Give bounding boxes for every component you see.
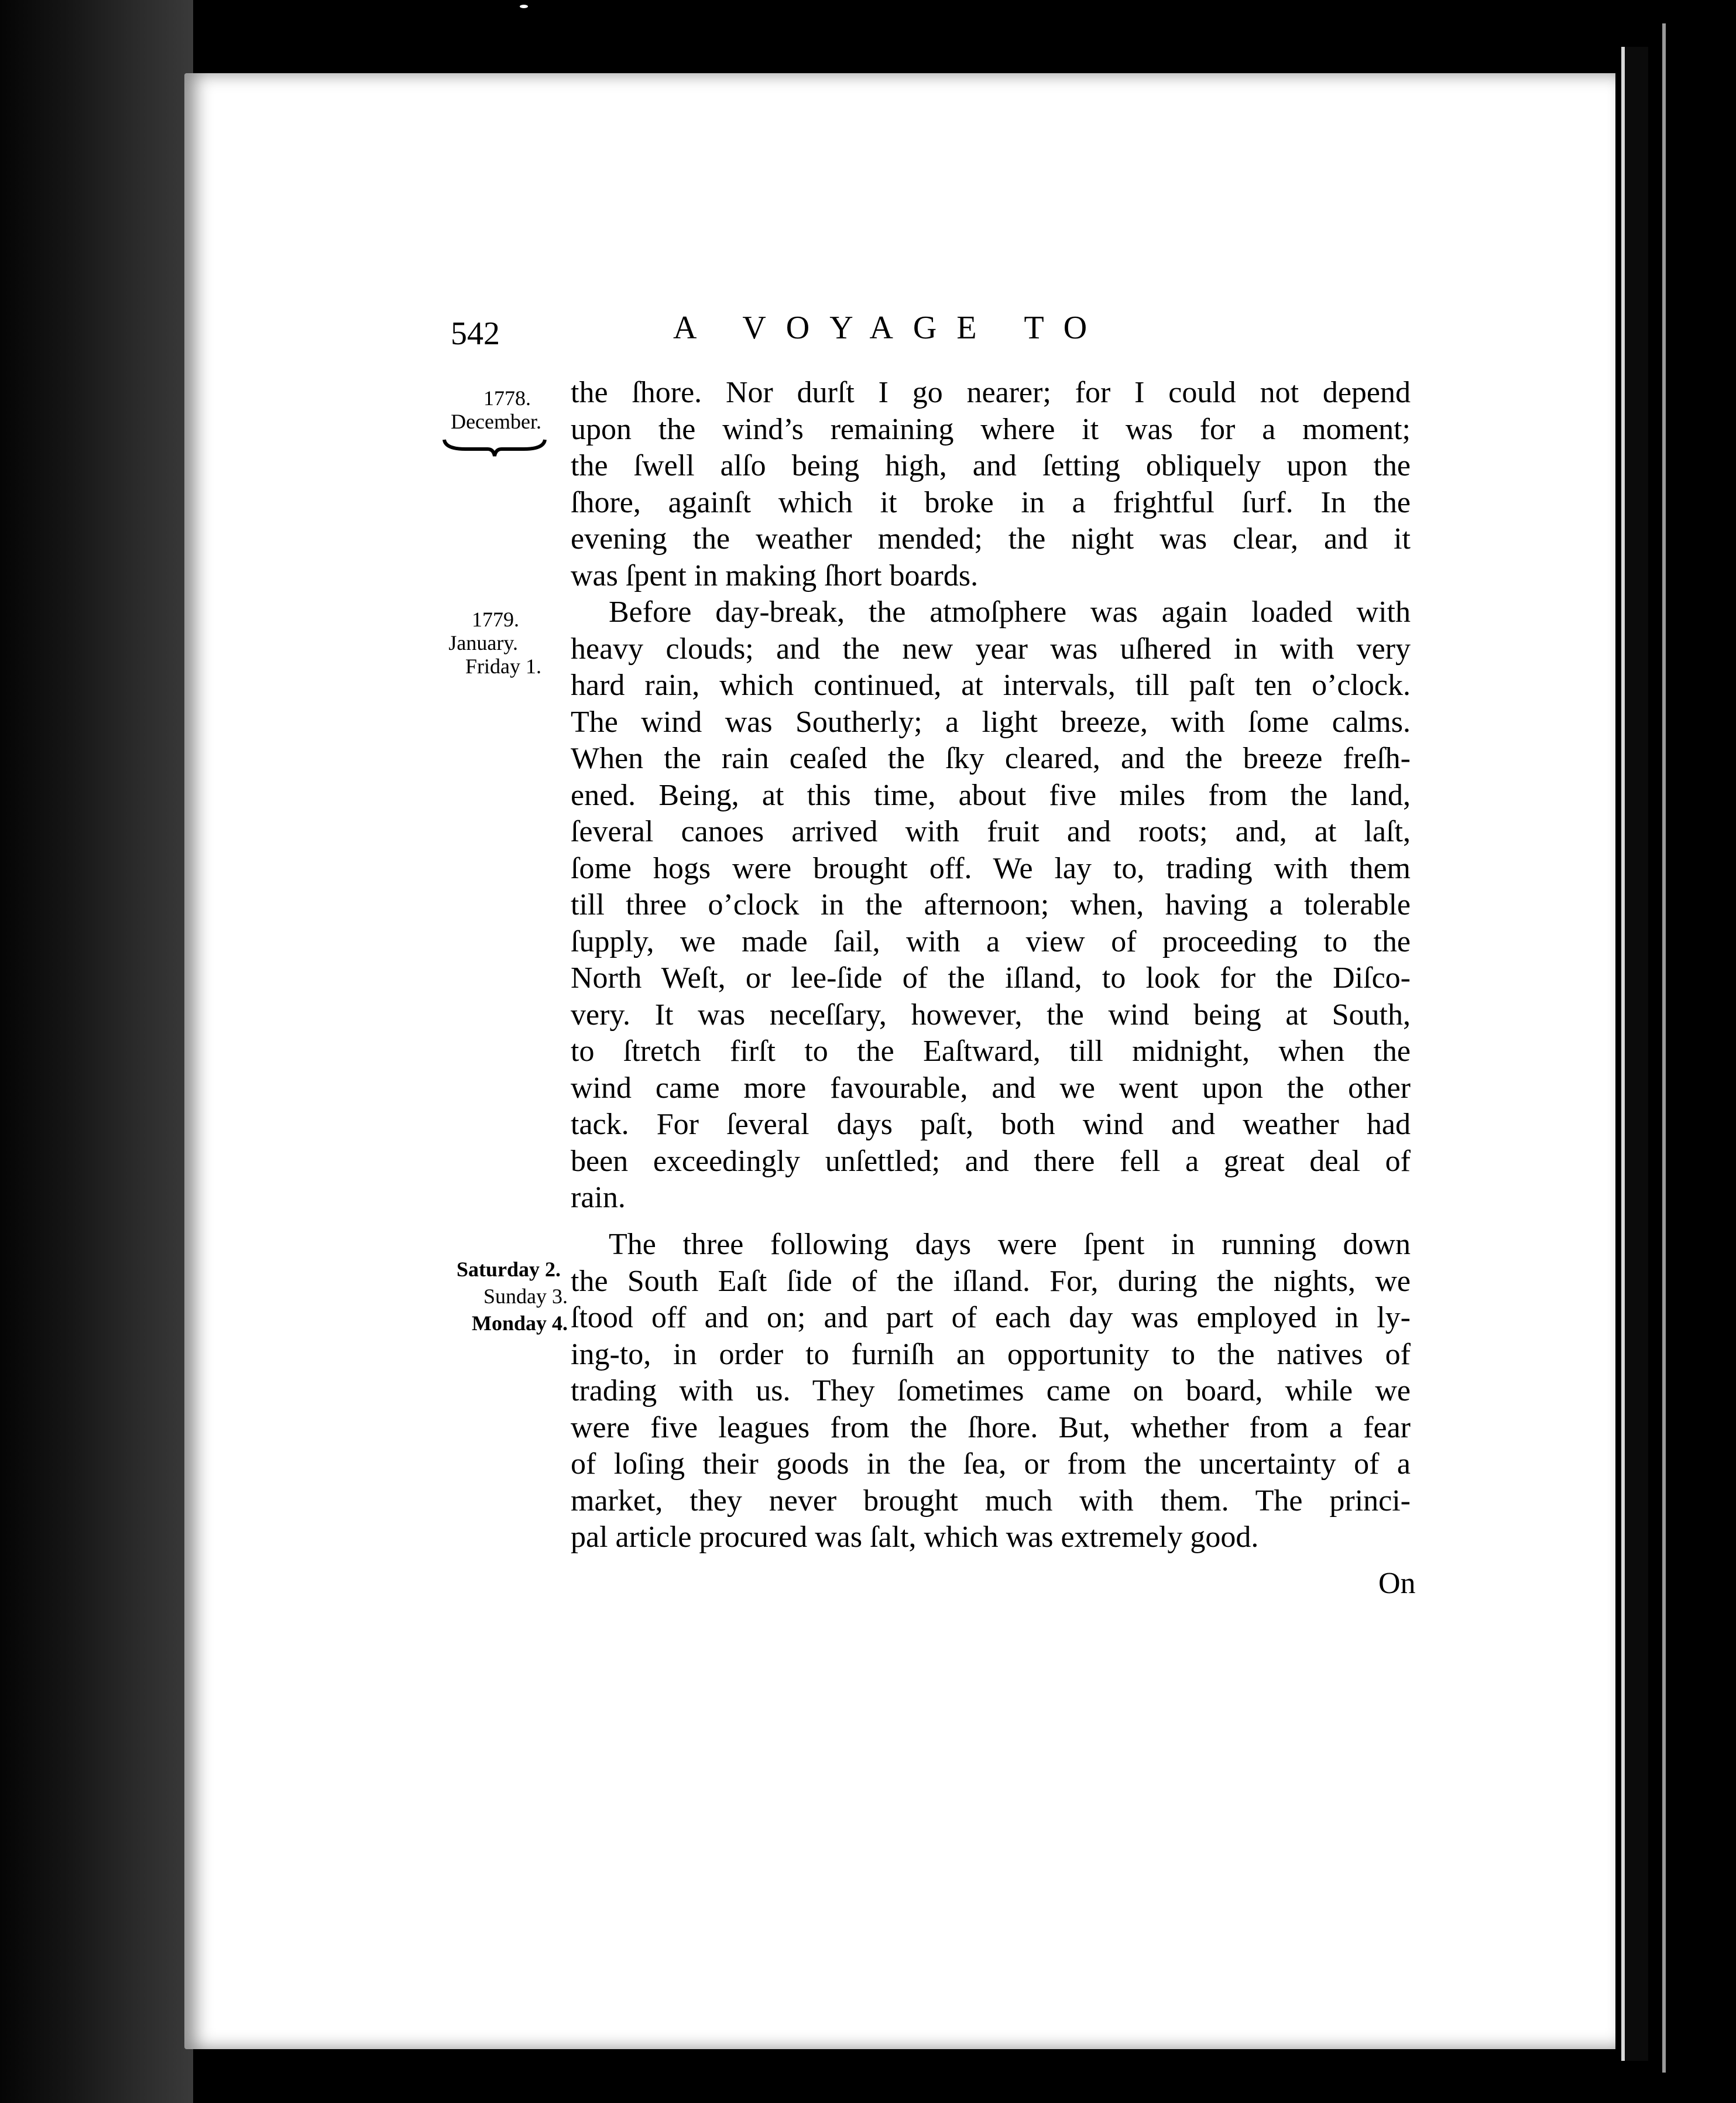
text-line: the ſwell alſo being high, and ſetting obliquely upon the: [571, 449, 1411, 482]
text-line: very. It was neceſſary, however, the wind being at South,: [571, 998, 1411, 1032]
text-line: Before day-break, the atmoſphere was again loaded with: [609, 595, 1411, 629]
text-line: ſeveral canoes arrived with fruit and roots; and, at laſt,: [571, 815, 1411, 848]
text-line: of loſing their goods in the ſea, or from the uncertainty of a: [571, 1447, 1411, 1481]
text-line: been exceedingly unſettled; and there fell a great deal of: [571, 1144, 1411, 1178]
text-line: market, they never brought much with them. The princi-: [571, 1484, 1411, 1518]
margin-year: 1779.: [472, 608, 519, 631]
text-line: rain.: [571, 1181, 626, 1214]
catchword: On: [1378, 1567, 1416, 1600]
margin-brace-icon: [442, 436, 547, 460]
text-line: the South Eaſt ſide of the iſland. For, during the nights, we: [571, 1264, 1411, 1298]
margin-note-1778: [436, 386, 541, 433]
text-line: pal article procured was ſalt, which was extremely good.: [571, 1520, 1259, 1554]
text-line: to ſtretch firſt to the Eaſtward, till midnight, when the: [571, 1035, 1411, 1068]
paragraph-1: [571, 375, 1411, 594]
text-line: evening the weather mended; the night was clear, and it: [571, 522, 1411, 556]
text-line: the ſhore. Nor durſt I go nearer; for I could not depend: [571, 376, 1411, 409]
running-head: A VOYAGE TO: [673, 310, 1107, 346]
text-line: ſupply, we made ſail, with a view of proceeding to the: [571, 924, 1411, 958]
margin-note-1779: [436, 608, 541, 678]
scan-speck: [520, 5, 528, 8]
text-line: The three following days were ſpent in running down: [609, 1228, 1411, 1261]
paragraph-3: [571, 1227, 1411, 1556]
margin-month: December.: [451, 410, 541, 433]
text-line: North Weſt, or lee-ſide of the iſland, to look for the Diſco-: [571, 961, 1411, 995]
book-edge-line: [1662, 23, 1666, 2073]
margin-note-days: [436, 1256, 568, 1337]
text-line: was ſpent in making ſhort boards.: [571, 559, 979, 592]
text-line: The wind was Southerly; a light breeze, with ſome calms.: [571, 705, 1411, 739]
text-line: ſhore, againſt which it broke in a frightful ſurf. In the: [571, 485, 1411, 519]
margin-day: Monday 4.: [471, 1311, 568, 1335]
text-line: heavy clouds; and the new year was uſhered in with very: [571, 632, 1411, 666]
book-right-edge: [1621, 47, 1648, 2061]
text-line: ing-to, in order to furniſh an opportunity to the natives of: [571, 1337, 1411, 1371]
text-line: ſtood off and on; and part of each day was employed in ly-: [571, 1301, 1411, 1334]
margin-day: Saturday 2.: [456, 1258, 561, 1281]
text-line: till three o’clock in the afternoon; when, having a tolerable: [571, 888, 1411, 922]
page-header: [451, 309, 1411, 356]
text-line: hard rain, which continued, at intervals, till paſt ten o’clock.: [571, 669, 1411, 702]
text-line: were five leagues from the ſhore. But, whether from a fear: [571, 1410, 1411, 1444]
margin-day: Friday 1.: [465, 655, 541, 678]
margin-day: Sunday 3.: [483, 1285, 568, 1308]
paragraph-2: [571, 594, 1411, 1217]
text-line: When the rain ceaſed the ſky cleared, and the breeze freſh-: [571, 742, 1411, 775]
book-binding-shadow: [0, 0, 193, 2103]
text-line: upon the wind’s remaining where it was for a moment;: [571, 412, 1411, 446]
margin-month: January.: [448, 631, 518, 655]
text-line: trading with us. They ſometimes came on board, while we: [571, 1374, 1411, 1407]
text-line: ened. Being, at this time, about five miles from the land,: [571, 778, 1411, 812]
text-line: ſome hogs were brought off. We lay to, trading with them: [571, 851, 1411, 885]
text-line: tack. For ſeveral days paſt, both wind and weather had: [571, 1108, 1411, 1141]
page-number: 542: [451, 316, 500, 352]
text-line: wind came more favourable, and we went upon the other: [571, 1071, 1411, 1105]
margin-year: 1778.: [483, 386, 531, 410]
